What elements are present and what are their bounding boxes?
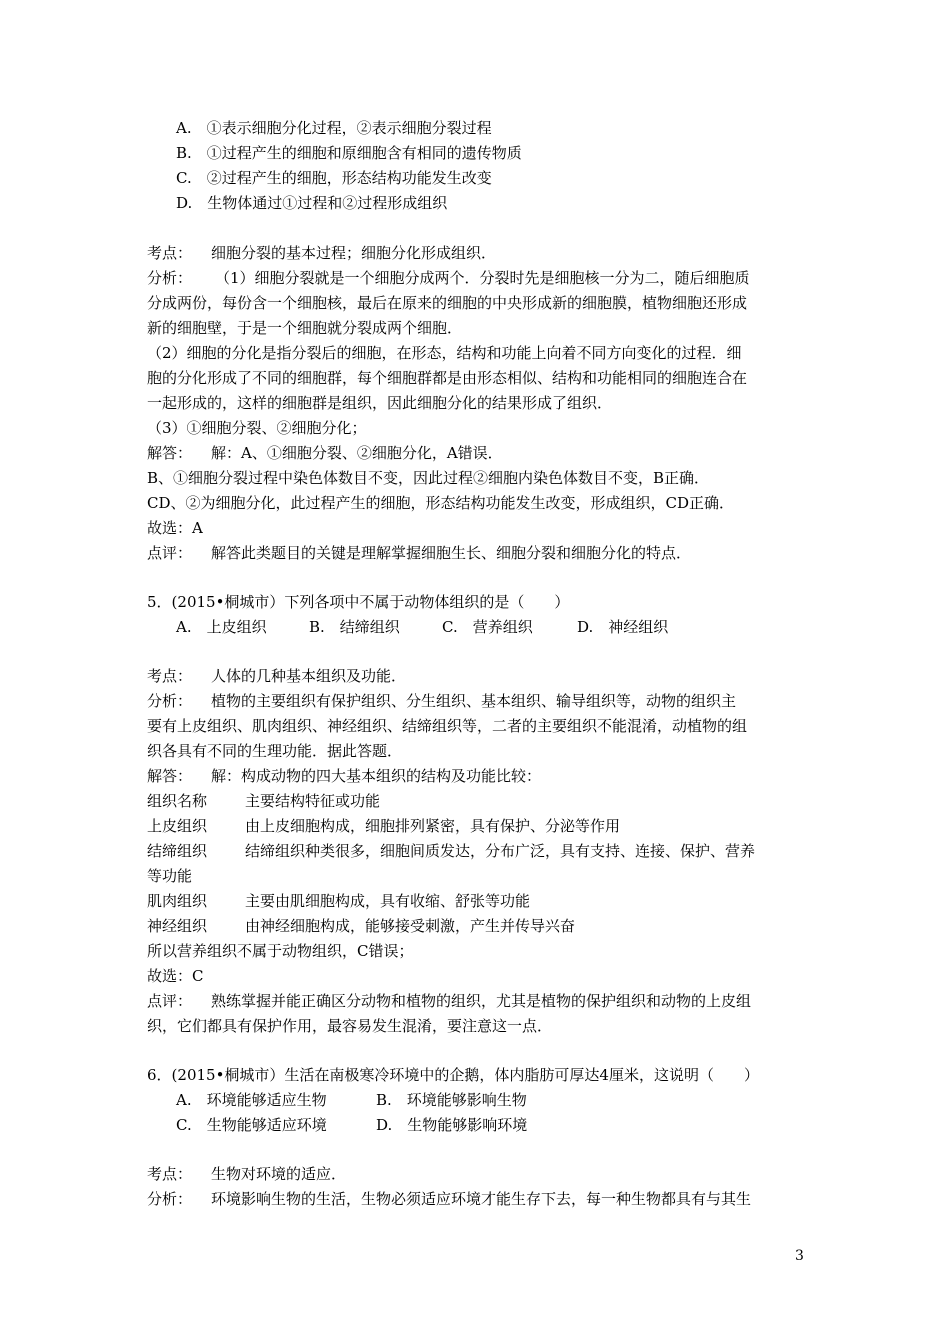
table-row [147, 791, 380, 811]
option-c: C. 生物能够适应环境 [176, 1116, 327, 1134]
question-6-options-row1 [176, 1090, 527, 1110]
tissue-desc: 结缔组织种类很多，细胞间质发达，分布广泛，具有支持、连接、保护、营养 [245, 842, 756, 860]
dianping-line: 织，它们都具有保护作用，最容易发生混淆，要注意这一点． [147, 1017, 553, 1035]
table-row [147, 816, 620, 836]
jieda-text: 解：A、①细胞分裂、②细胞分化，A错误． [211, 444, 503, 462]
kaodian-row [147, 666, 406, 686]
table-row-wrap: 等功能 [147, 867, 193, 885]
tissue-name: 肌肉组织 [147, 892, 208, 910]
fenxi-label: 分析： [147, 692, 193, 710]
option-b: B. 环境能够影响生物 [376, 1091, 527, 1109]
kaodian-row [147, 243, 496, 263]
fenxi-row [147, 268, 750, 288]
kaodian-label: 考点： [147, 667, 193, 685]
answer-line: 故选：C [147, 967, 204, 985]
option-a: A. ①表示细胞分化过程，②表示细胞分裂过程 [176, 119, 492, 137]
page-number: 3 [795, 1248, 804, 1264]
jieda-label: 解答： [147, 444, 193, 462]
table-row [147, 891, 530, 911]
jieda-text: 解：构成动物的四大基本组织的结构及功能比较： [211, 767, 542, 785]
tissue-desc: 主要由肌细胞构成，具有收缩、舒张等功能 [245, 892, 531, 910]
option-b: B. ①过程产生的细胞和原细胞含有相同的遗传物质 [176, 144, 522, 162]
tissue-name: 上皮组织 [147, 817, 208, 835]
question-5-options [176, 617, 668, 637]
tissue-name: 神经组织 [147, 917, 208, 935]
fenxi-text: （1）细胞分裂就是一个细胞分成两个．分裂时先是细胞核一分为二，随后细胞质 [215, 269, 750, 287]
kaodian-label: 考点： [147, 1165, 193, 1183]
jieda-row [147, 766, 541, 786]
fenxi-line: 新的细胞壁，于是一个细胞就分裂成两个细胞． [147, 319, 463, 337]
kaodian-label: 考点： [147, 244, 193, 262]
fenxi-line: 分成两份，每份含一个细胞核，最后在原来的细胞的中央形成新的细胞膜，植物细胞还形成 [147, 294, 748, 312]
fenxi-row [147, 691, 736, 711]
kaodian-text: 细胞分裂的基本过程；细胞分化形成组织． [211, 244, 497, 262]
jieda-row [147, 443, 503, 463]
kaodian-text: 生物对环境的适应． [211, 1165, 347, 1183]
fenxi-line: 胞的分化形成了不同的细胞群，每个细胞群都是由形态相似、结构和功能相同的细胞连合在 [147, 369, 748, 387]
option-c: C. 营养组织 [442, 618, 533, 636]
jieda-line: CD、②为细胞分化，此过程产生的细胞，形态结构功能发生改变，形成组织，CD正确． [147, 494, 735, 512]
question-6-options-row2 [176, 1115, 527, 1135]
dianping-row [147, 991, 751, 1011]
tissue-desc: 主要结构特征或功能 [245, 792, 381, 810]
tissue-name: 结缔组织 [147, 842, 208, 860]
tissue-desc: 由神经细胞构成，能够接受刺激，产生并传导兴奋 [245, 917, 576, 935]
option-d: D. 神经组织 [577, 618, 669, 636]
fenxi-line: （2）细胞的分化是指分裂后的细胞，在形态，结构和功能上向着不同方向变化的过程．细 [147, 344, 742, 362]
fenxi-row [147, 1189, 751, 1209]
answer-line: 故选：A [147, 519, 203, 537]
fenxi-text: 环境影响生物的生活，生物必须适应环境才能生存下去，每一种生物都具有与其生 [211, 1190, 752, 1208]
dianping-label: 点评： [147, 992, 193, 1010]
dianping-text: 解答此类题目的关键是理解掌握细胞生长、细胞分裂和细胞分化的特点． [211, 544, 692, 562]
tissue-name: 组织名称 [147, 792, 208, 810]
fenxi-line: （3）①细胞分裂、②细胞分化； [147, 419, 367, 437]
dianping-row [147, 543, 691, 563]
option-b: B. 结缔组织 [309, 618, 400, 636]
fenxi-line: 要有上皮组织、肌肉组织、神经组织、结缔组织等，二者的主要组织不能混淆，动植物的组 [147, 717, 748, 735]
option-a: A. 环境能够适应生物 [176, 1091, 327, 1109]
fenxi-line: 织各具有不同的生理功能．据此答题． [147, 742, 403, 760]
option-d: D. 生物体通过①过程和②过程形成组织 [176, 194, 448, 212]
conclusion-line: 所以营养组织不属于动物组织，C错误； [147, 942, 414, 960]
question-5-stem: 5．(2015•桐城市）下列各项中不属于动物体组织的是（ ） [147, 593, 570, 611]
fenxi-label: 分析： [147, 1190, 193, 1208]
fenxi-label: 分析： [147, 269, 193, 287]
kaodian-text: 人体的几种基本组织及功能． [211, 667, 407, 685]
tissue-desc: 由上皮细胞构成，细胞排列紧密，具有保护、分泌等作用 [245, 817, 621, 835]
option-c: C. ②过程产生的细胞，形态结构功能发生改变 [176, 169, 492, 187]
question-6-stem: 6．(2015•桐城市）生活在南极寒冷环境中的企鹅，体内脂肪可厚达4厘米，这说明（ ） [147, 1066, 759, 1084]
fenxi-line: 一起形成的，这样的细胞群是组织，因此细胞分化的结果形成了组织． [147, 394, 613, 412]
option-a: A. 上皮组织 [176, 618, 267, 636]
option-d: D. 生物能够影响环境 [376, 1116, 528, 1134]
table-row [147, 916, 575, 936]
kaodian-row [147, 1164, 346, 1184]
jieda-label: 解答： [147, 767, 193, 785]
table-row [147, 841, 755, 861]
jieda-line: B、①细胞分裂过程中染色体数目不变，因此过程②细胞内染色体数目不变，B正确． [147, 469, 710, 487]
fenxi-text: 植物的主要组织有保护组织、分生组织、基本组织、输导组织等，动物的组织主 [211, 692, 737, 710]
dianping-label: 点评： [147, 544, 193, 562]
dianping-text: 熟练掌握并能正确区分动物和植物的组织，尤其是植物的保护组织和动物的上皮组 [211, 992, 752, 1010]
